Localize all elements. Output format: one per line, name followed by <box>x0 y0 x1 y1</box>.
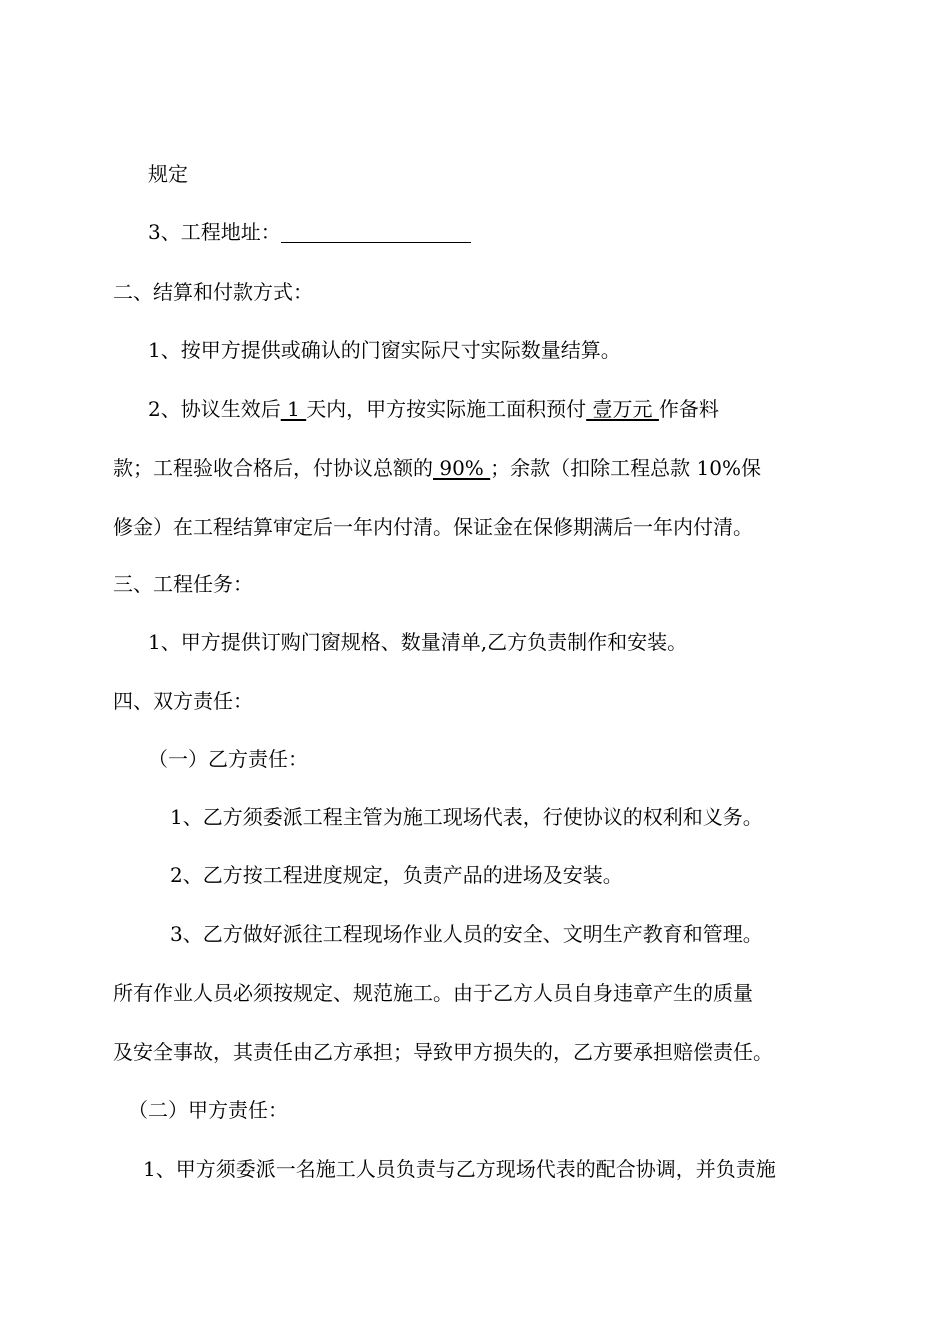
clause-text: 2、协议生效后 <box>148 397 281 421</box>
project-address-line <box>148 218 471 246</box>
clause-text: 天内，甲方按实际施工面积预付 <box>306 397 587 421</box>
clause-4-1-2 <box>170 861 623 889</box>
section-heading-3 <box>113 570 253 598</box>
clause-3-1 <box>148 628 687 656</box>
clause-text: 及安全事故，其责任由乙方承担；导致甲方损失的，乙方要承担赔偿责任。 <box>113 1040 773 1064</box>
clause-2-2 <box>148 395 719 423</box>
clause-text: 1、乙方须委派工程主管为施工现场代表，行使协议的权利和义务。 <box>170 805 763 829</box>
clause-text: 1、甲方须委派一名施工人员负责与乙方现场代表的配合协调，并负责施 <box>143 1157 776 1181</box>
section-heading-2 <box>113 278 313 306</box>
days-filled-blank: 1 <box>280 397 307 421</box>
payment-percent-filled-blank: 90% <box>433 456 491 480</box>
clause-text: 2、乙方按工程进度规定，负责产品的进场及安装。 <box>170 863 623 887</box>
clause-2-1 <box>148 336 621 364</box>
continued-text-line <box>148 160 188 188</box>
project-address-label: 3、工程地址： <box>148 220 281 244</box>
clause-text: ；余款（扣除工程总款 10%保 <box>490 456 761 480</box>
subsection-heading-text: （二）甲方责任： <box>128 1098 288 1122</box>
clause-text: 1、按甲方提供或确认的门窗实际尺寸实际数量结算。 <box>148 338 621 362</box>
section-heading-text: 三、工程任务： <box>113 572 253 596</box>
clause-4-1-3-cont <box>113 979 753 1007</box>
subsection-heading-1 <box>148 745 308 773</box>
clause-4-1-1 <box>170 803 763 831</box>
clause-text: 作备料 <box>658 397 719 421</box>
section-heading-text: 二、结算和付款方式： <box>113 280 313 304</box>
section-heading-4 <box>113 687 253 715</box>
clause-text: 1、甲方提供订购门窗规格、数量清单,乙方负责制作和安装。 <box>148 630 688 654</box>
clause-2-2-cont <box>113 513 753 541</box>
subsection-heading-2 <box>128 1096 288 1124</box>
subsection-heading-text: （一）乙方责任： <box>148 747 308 771</box>
clause-text: 款；工程验收合格后，付协议总额的 <box>113 456 433 480</box>
clause-4-1-3-cont <box>113 1038 773 1066</box>
project-address-blank <box>281 220 471 243</box>
clause-4-2-1 <box>143 1155 776 1183</box>
clause-text: 3、乙方做好派往工程现场作业人员的安全、文明生产教育和管理。 <box>170 922 763 946</box>
clause-text: 所有作业人员必须按规定、规范施工。由于乙方人员自身违章产生的质量 <box>113 981 753 1005</box>
section-heading-text: 四、双方责任： <box>113 689 253 713</box>
advance-amount-filled-blank: 壹万元 <box>586 397 659 421</box>
paragraph-text: 规定 <box>148 162 188 186</box>
clause-text: 修金）在工程结算审定后一年内付清。保证金在保修期满后一年内付清。 <box>113 515 753 539</box>
clause-2-2-cont <box>113 454 761 482</box>
clause-4-1-3 <box>170 920 763 948</box>
